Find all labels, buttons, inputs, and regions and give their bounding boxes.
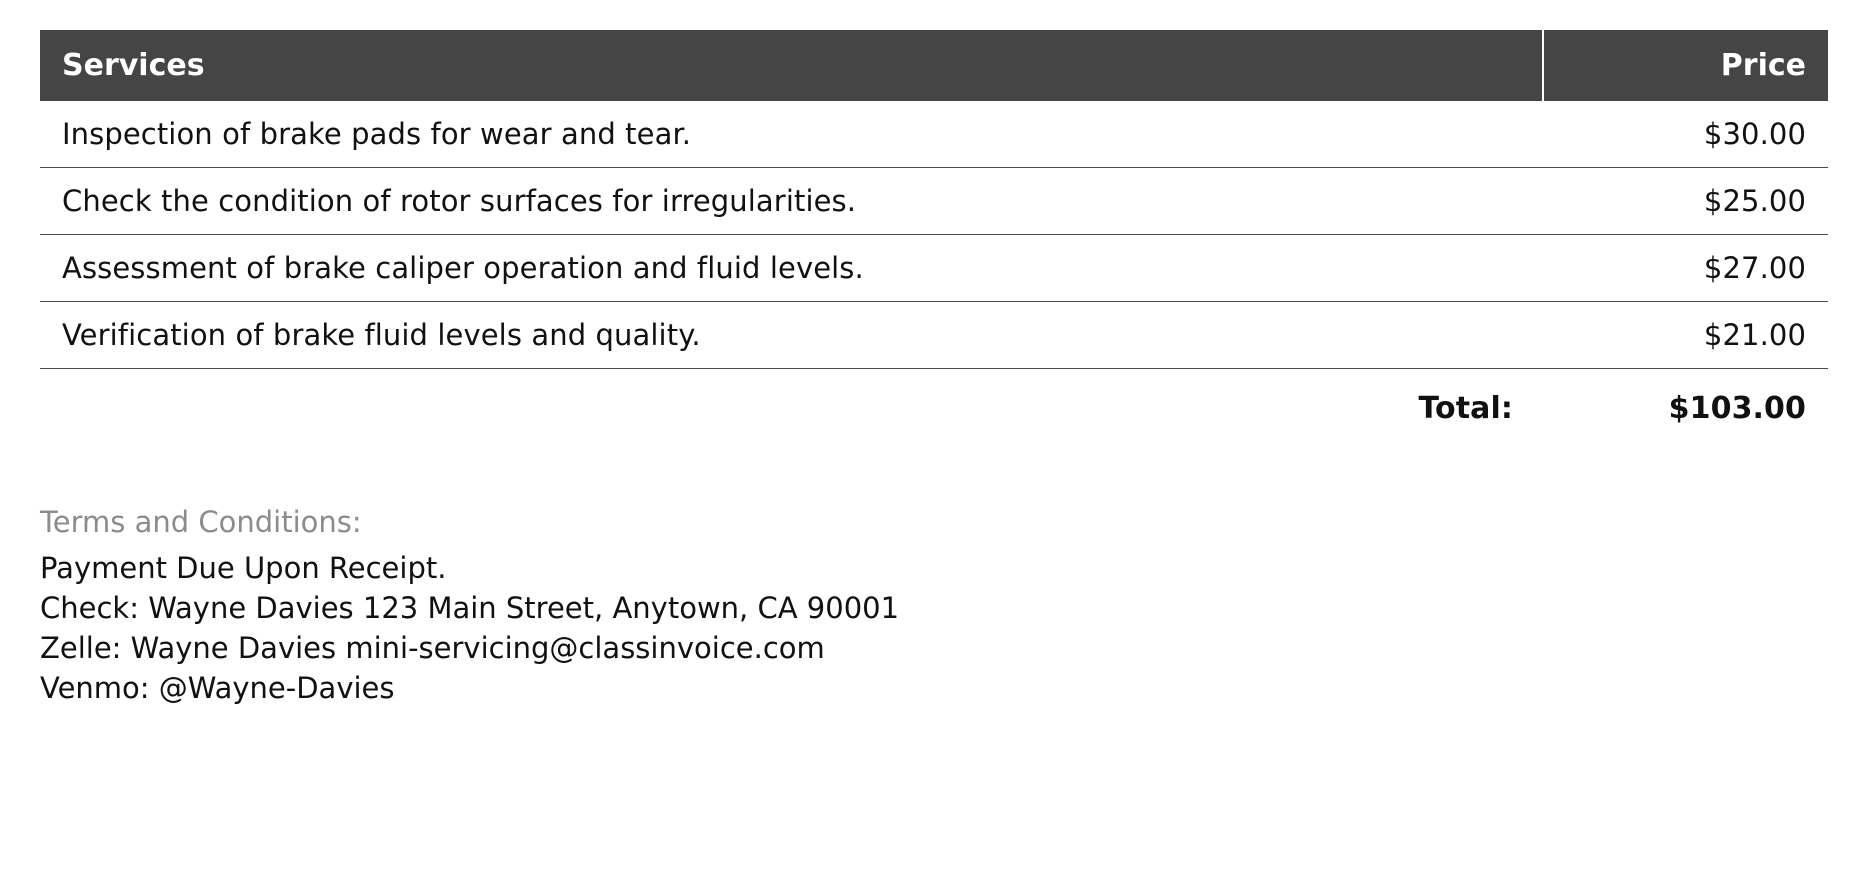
table-row xyxy=(40,235,1828,302)
column-header-price: Price xyxy=(1543,30,1828,101)
table-row xyxy=(40,302,1828,369)
service-price: $25.00 xyxy=(1543,168,1828,235)
table-header-row xyxy=(40,30,1828,101)
service-price: $27.00 xyxy=(1543,235,1828,302)
services-table-body xyxy=(40,101,1828,442)
terms-line: Zelle: Wayne Davies mini-servicing@classinvoice.com xyxy=(40,631,825,666)
terms-line: Check: Wayne Davies 123 Main Street, Anytown, CA 90001 xyxy=(40,591,900,626)
service-description: Assessment of brake caliper operation and fluid levels. xyxy=(40,235,1543,302)
total-row xyxy=(40,369,1828,443)
service-description: Check the condition of rotor surfaces for irregularities. xyxy=(40,168,1543,235)
terms-line: Venmo: @Wayne-Davies xyxy=(40,671,395,706)
terms-and-conditions xyxy=(40,502,1828,708)
service-description: Verification of brake fluid levels and quality. xyxy=(40,302,1543,369)
service-price: $21.00 xyxy=(1543,302,1828,369)
services-table-head xyxy=(40,30,1828,101)
terms-line: Payment Due Upon Receipt. xyxy=(40,551,447,586)
table-row xyxy=(40,168,1828,235)
terms-title: Terms and Conditions: xyxy=(40,505,362,539)
total-label: Total: xyxy=(1418,391,1513,426)
services-table xyxy=(40,30,1828,442)
service-description: Inspection of brake pads for wear and tear. xyxy=(40,101,1543,168)
total-value: $103.00 xyxy=(1668,391,1806,426)
column-header-services: Services xyxy=(40,30,1543,101)
service-price: $30.00 xyxy=(1543,101,1828,168)
table-row xyxy=(40,101,1828,168)
